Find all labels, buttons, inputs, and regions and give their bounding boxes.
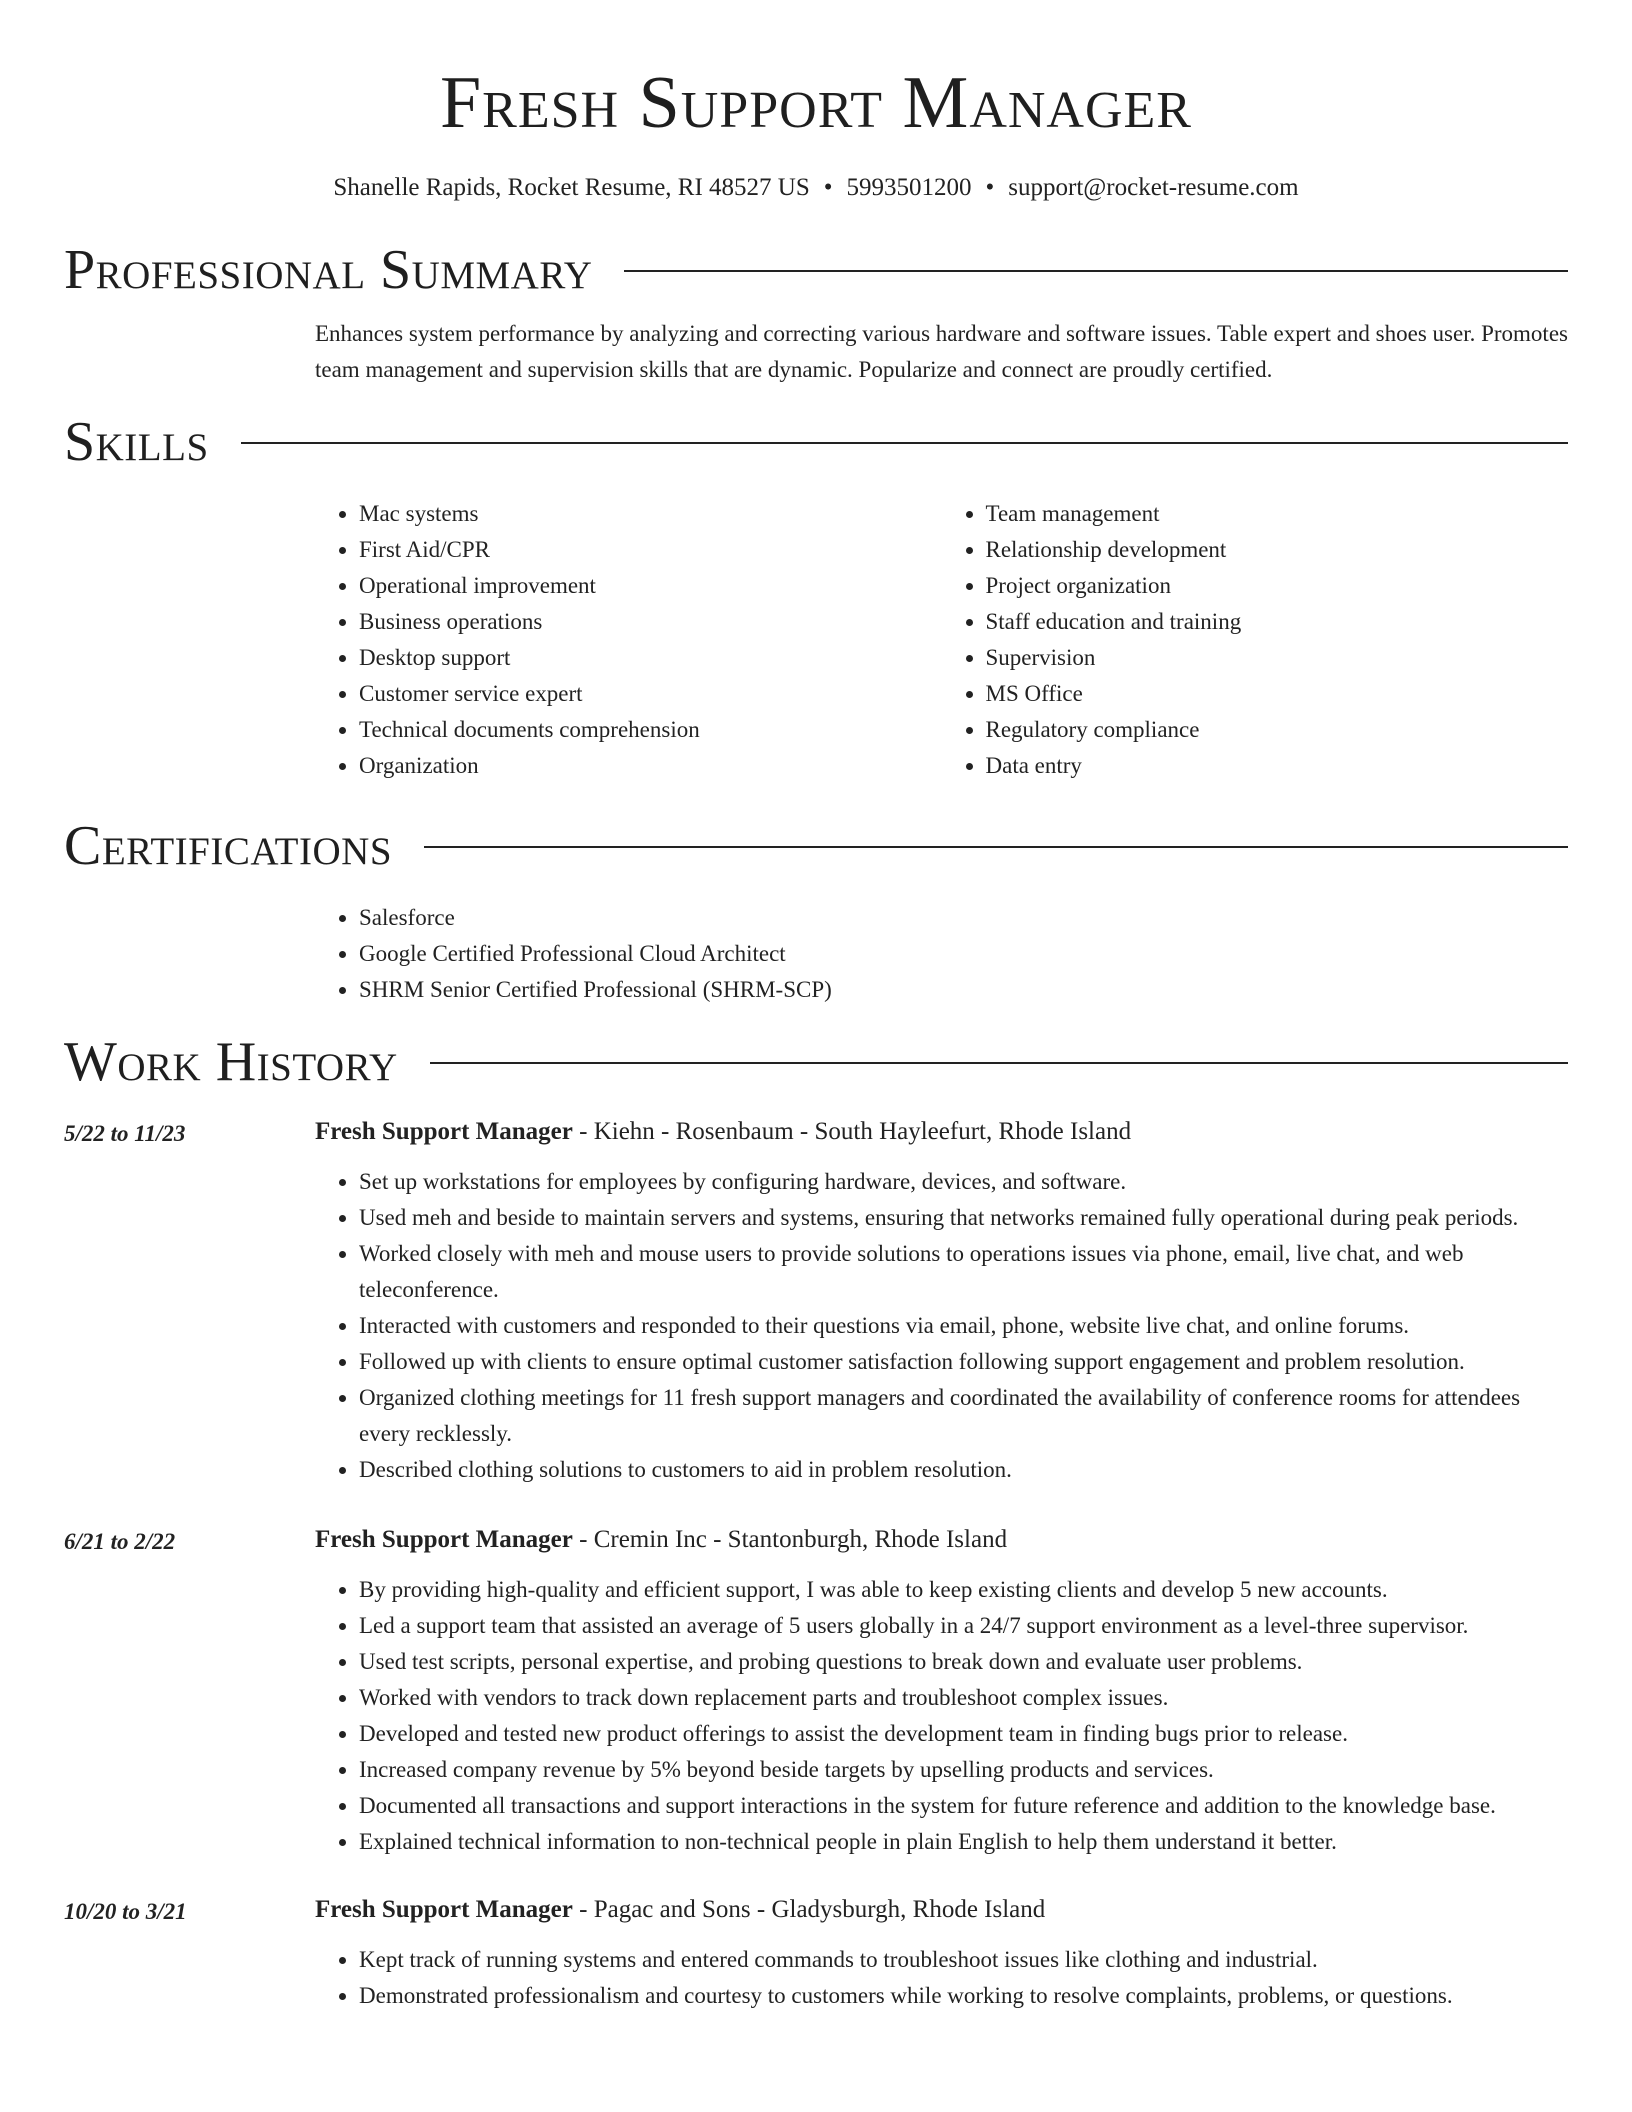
certifications-section-header	[64, 814, 1568, 878]
work-section-header	[64, 1030, 1568, 1094]
list-item: • Salesforce	[359, 900, 1568, 936]
list-item: • Led a support team that assisted an average of 5 users globally in a 24/7 support environment as a level-three supervisor.	[359, 1608, 1568, 1644]
list-item: • Demonstrated professionalism and courtesy to customers while working to resolve complaints, problems, or questions.	[359, 1978, 1568, 2014]
job-title: Fresh Support Manager	[315, 1896, 573, 1923]
section-divider	[241, 442, 1568, 444]
list-item: • Developed and tested new product offerings to assist the development team in finding bugs prior to release.	[359, 1716, 1568, 1752]
list-item: • Worked with vendors to track down replacement parts and troubleshoot complex issues.	[359, 1680, 1568, 1716]
list-item: • Organization	[359, 748, 942, 784]
list-item: • MS Office	[986, 676, 1569, 712]
list-item: • Project organization	[986, 568, 1569, 604]
job-entry	[64, 1522, 1568, 1860]
contact-address: Shanelle Rapids, Rocket Resume, RI 48527 US	[333, 174, 810, 201]
job-dates: 10/20 to 3/21	[64, 1899, 187, 1924]
list-item: • Used meh and beside to maintain servers and systems, ensuring that networks remained fully operational during peak periods.	[359, 1200, 1568, 1236]
job-dates: 5/22 to 11/23	[64, 1121, 186, 1146]
resume-page	[64, 0, 1568, 2014]
skills-heading: Skills	[64, 411, 209, 473]
list-item: • Worked closely with meh and mouse users to provide solutions to operations issues via phone, email, live chat, and web teleconference.	[359, 1236, 1568, 1308]
list-item: • Desktop support	[359, 640, 942, 676]
list-item: • Technical documents comprehension	[359, 712, 942, 748]
summary-heading: Professional Summary	[64, 239, 593, 301]
job-heading	[315, 1522, 1568, 1558]
section-divider	[424, 846, 1568, 848]
list-item: • Used test scripts, personal expertise, and probing questions to break down and evaluate user problems.	[359, 1644, 1568, 1680]
certifications-list-wrap	[315, 900, 1568, 1008]
list-item: • Interacted with customers and responded to their questions via email, phone, website live chat, and online forums.	[359, 1308, 1568, 1344]
list-item: • Operational improvement	[359, 568, 942, 604]
job-entry	[64, 1892, 1568, 2014]
job-bullets	[315, 1942, 1568, 2014]
contact-separator: •	[985, 174, 995, 201]
job-title: Fresh Support Manager	[315, 1526, 573, 1553]
job-body	[315, 1522, 1568, 1860]
section-divider	[430, 1062, 1568, 1064]
skills-section-header	[64, 410, 1568, 474]
section-divider	[624, 270, 1568, 272]
summary-section-header	[64, 238, 1568, 302]
contact-email: support@rocket-resume.com	[1008, 174, 1299, 201]
summary-text: Enhances system performance by analyzing and correcting various hardware and software issues. Table expert and shoes user. Promotes team management and supervision skills that are dynamic. Popularize and connect are proudly certified.	[315, 321, 1568, 382]
list-item: • Described clothing solutions to customers to aid in problem resolution.	[359, 1452, 1568, 1488]
list-item: • Explained technical information to non-technical people in plain English to help them understand it better.	[359, 1824, 1568, 1860]
contact-line	[64, 172, 1568, 204]
list-item: • First Aid/CPR	[359, 532, 942, 568]
list-item: • Relationship development	[986, 532, 1569, 568]
job-heading	[315, 1114, 1568, 1150]
certifications-heading: Certifications	[64, 815, 393, 877]
list-item: • Documented all transactions and support interactions in the system for future reference and addition to the knowledge base.	[359, 1788, 1568, 1824]
job-heading	[315, 1892, 1568, 1928]
job-bullets	[315, 1572, 1568, 1860]
skills-columns	[315, 496, 1568, 784]
job-dates: 6/21 to 2/22	[64, 1529, 176, 1554]
list-item: • Supervision	[986, 640, 1569, 676]
job-employer: - Cremin Inc - Stantonburgh, Rhode Island	[572, 1526, 1008, 1553]
list-item: • Kept track of running systems and entered commands to troubleshoot issues like clothing and industrial.	[359, 1942, 1568, 1978]
list-item: • Mac systems	[359, 496, 942, 532]
work-heading: Work History	[64, 1031, 398, 1093]
list-item: • Staff education and training	[986, 604, 1569, 640]
list-item: • Google Certified Professional Cloud Architect	[359, 936, 1568, 972]
candidate-name: Fresh Support Manager	[440, 62, 1192, 144]
list-item: • Regulatory compliance	[986, 712, 1569, 748]
job-bullets	[315, 1164, 1568, 1488]
list-item: • Followed up with clients to ensure optimal customer satisfaction following support engagement and problem resolution.	[359, 1344, 1568, 1380]
list-item: • Customer service expert	[359, 676, 942, 712]
job-body	[315, 1892, 1568, 2014]
work-history	[64, 1114, 1568, 2014]
job-body	[315, 1114, 1568, 1488]
list-item: • Team management	[986, 496, 1569, 532]
contact-phone: 5993501200	[846, 174, 972, 201]
job-employer: - Pagac and Sons - Gladysburgh, Rhode Island	[572, 1896, 1046, 1923]
list-item: • Business operations	[359, 604, 942, 640]
list-item: • Data entry	[986, 748, 1569, 784]
list-item: • SHRM Senior Certified Professional (SHRM-SCP)	[359, 972, 1568, 1008]
contact-separator: •	[823, 174, 833, 201]
skills-list-right	[942, 496, 1569, 784]
list-item: • Organized clothing meetings for 11 fresh support managers and coordinated the availability of conference rooms for attendees every recklessly.	[359, 1380, 1568, 1452]
job-entry	[64, 1114, 1568, 1488]
list-item: • Increased company revenue by 5% beyond beside targets by upselling products and services.	[359, 1752, 1568, 1788]
skills-list-left	[315, 496, 942, 784]
list-item: • By providing high-quality and efficient support, I was able to keep existing clients and develop 5 new accounts.	[359, 1572, 1568, 1608]
job-employer: - Kiehn - Rosenbaum - South Hayleefurt, Rhode Island	[572, 1118, 1132, 1145]
list-item: • Set up workstations for employees by configuring hardware, devices, and software.	[359, 1164, 1568, 1200]
certifications-list	[315, 900, 1568, 1008]
job-title: Fresh Support Manager	[315, 1118, 573, 1145]
